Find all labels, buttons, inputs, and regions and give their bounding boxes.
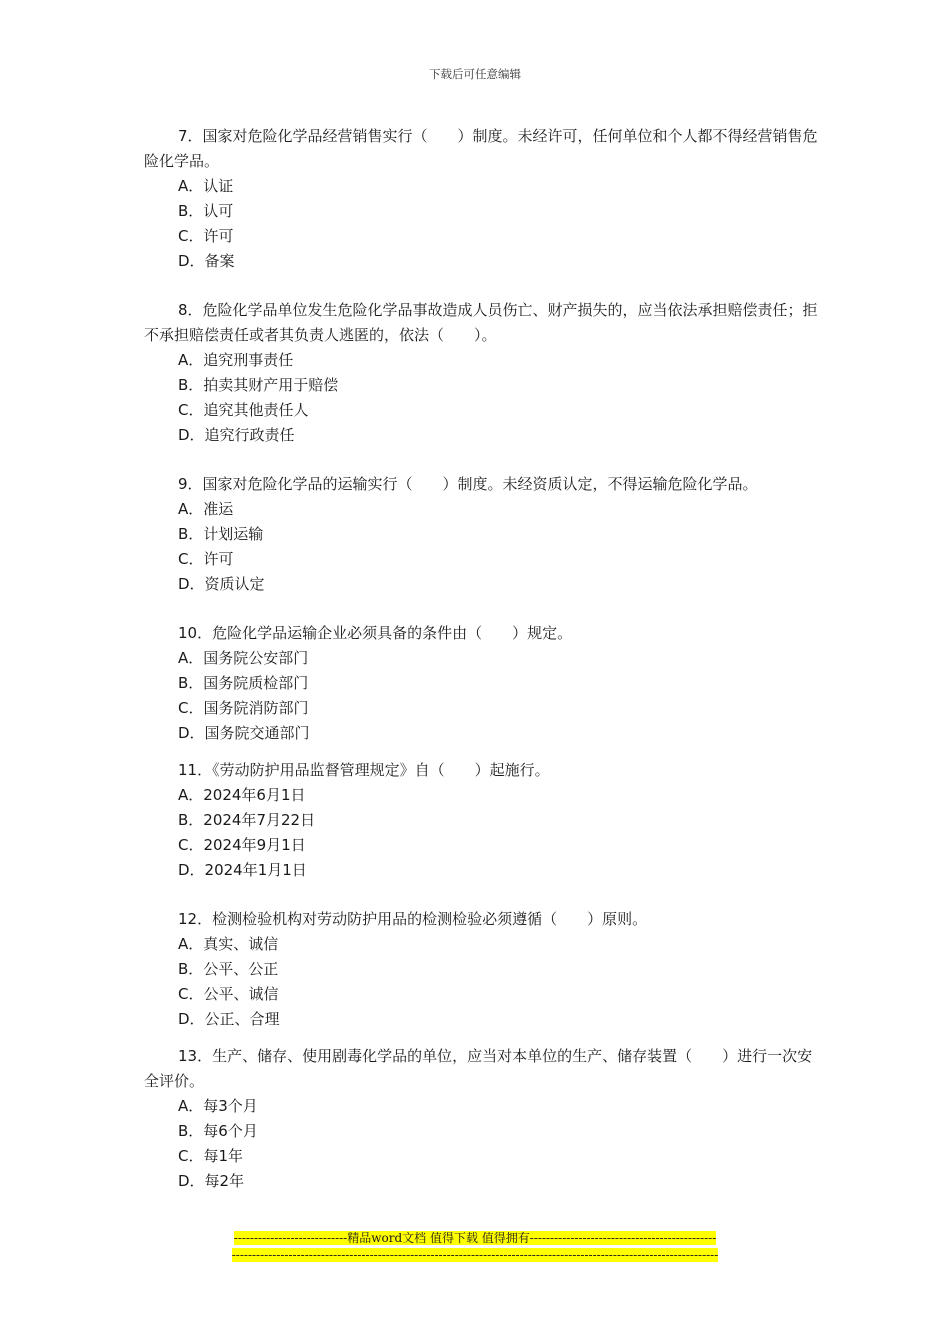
option-c: C．公平、诚信 [178,985,279,1003]
question-stem: 13．生产、储存、使用剧毒化学品的单位，应当对本单位的生产、储存装置（ ）进行一次安全评价。 [144,1047,813,1090]
option-b: B．公平、公正 [178,960,279,978]
option-a: A．国务院公安部门 [178,649,309,667]
option-a: A．真实、诚信 [178,935,279,953]
question-stem: 12．检测检验机构对劳动防护用品的检测检验必须遵循（ ）原则。 [178,910,648,928]
option-d: D．2024年1月1日 [178,861,307,879]
option-c: C．每1年 [178,1147,244,1165]
question-stem: 7．国家对危险化学品经营销售实行（ ）制度。未经许可，任何单位和个人都不得经营销售危险化学品。 [144,127,818,170]
option-b: B．2024年7月22日 [178,811,316,829]
option-c: C．2024年9月1日 [178,836,306,854]
option-c: C．许可 [178,227,234,245]
question-stem: 10．危险化学品运输企业必须具备的条件由（ ）规定。 [178,624,573,642]
option-c: C．许可 [178,550,234,568]
option-c: C．追究其他责任人 [178,401,309,419]
option-d: D．公正、合理 [178,1010,280,1028]
question-10 [144,621,824,746]
question-8 [144,298,824,448]
option-d: D．备案 [178,252,235,270]
question-7 [144,124,824,274]
question-stem: 9．国家对危险化学品的运输实行（ ）制度。未经资质认定，不得运输危险化学品。 [178,475,758,493]
option-a: A．认证 [178,177,234,195]
question-13 [144,1044,824,1194]
option-c: C．国务院消防部门 [178,699,309,717]
footer-line-2: ------------------------------------------------------------------------------------------------------------------------ [231,1248,719,1262]
footer-line-1: ----------------------------精品word文档 值得下载 值得拥有---------------------------------------------- [233,1231,717,1245]
option-b: B．每6个月 [178,1122,258,1140]
question-stem: 11．《劳动防护用品监督管理规定》自（ ）起施行。 [178,761,550,779]
page-header: 下载后可任意编辑 [429,67,521,81]
option-a: A．每3个月 [178,1097,258,1115]
option-a: A．追究刑事责任 [178,351,294,369]
option-d: D．资质认定 [178,575,265,593]
question-11 [144,758,824,883]
option-a: A．准运 [178,500,234,518]
footer-banner [0,1230,950,1264]
option-b: B．认可 [178,202,234,220]
question-9 [144,472,824,597]
question-12 [144,907,824,1032]
question-stem: 8．危险化学品单位发生危险化学品事故造成人员伤亡、财产损失的，应当依法承担赔偿责任；拒不承担赔偿责任或者其负责人逃匿的，依法（ ）。 [144,301,818,344]
option-d: D．国务院交通部门 [178,724,310,742]
option-d: D．每2年 [178,1172,245,1190]
option-d: D．追究行政责任 [178,426,295,444]
question-list [144,124,824,1218]
option-b: B．拍卖其财产用于赔偿 [178,376,339,394]
option-b: B．国务院质检部门 [178,674,309,692]
option-a: A．2024年6月1日 [178,786,306,804]
option-b: B．计划运输 [178,525,264,543]
